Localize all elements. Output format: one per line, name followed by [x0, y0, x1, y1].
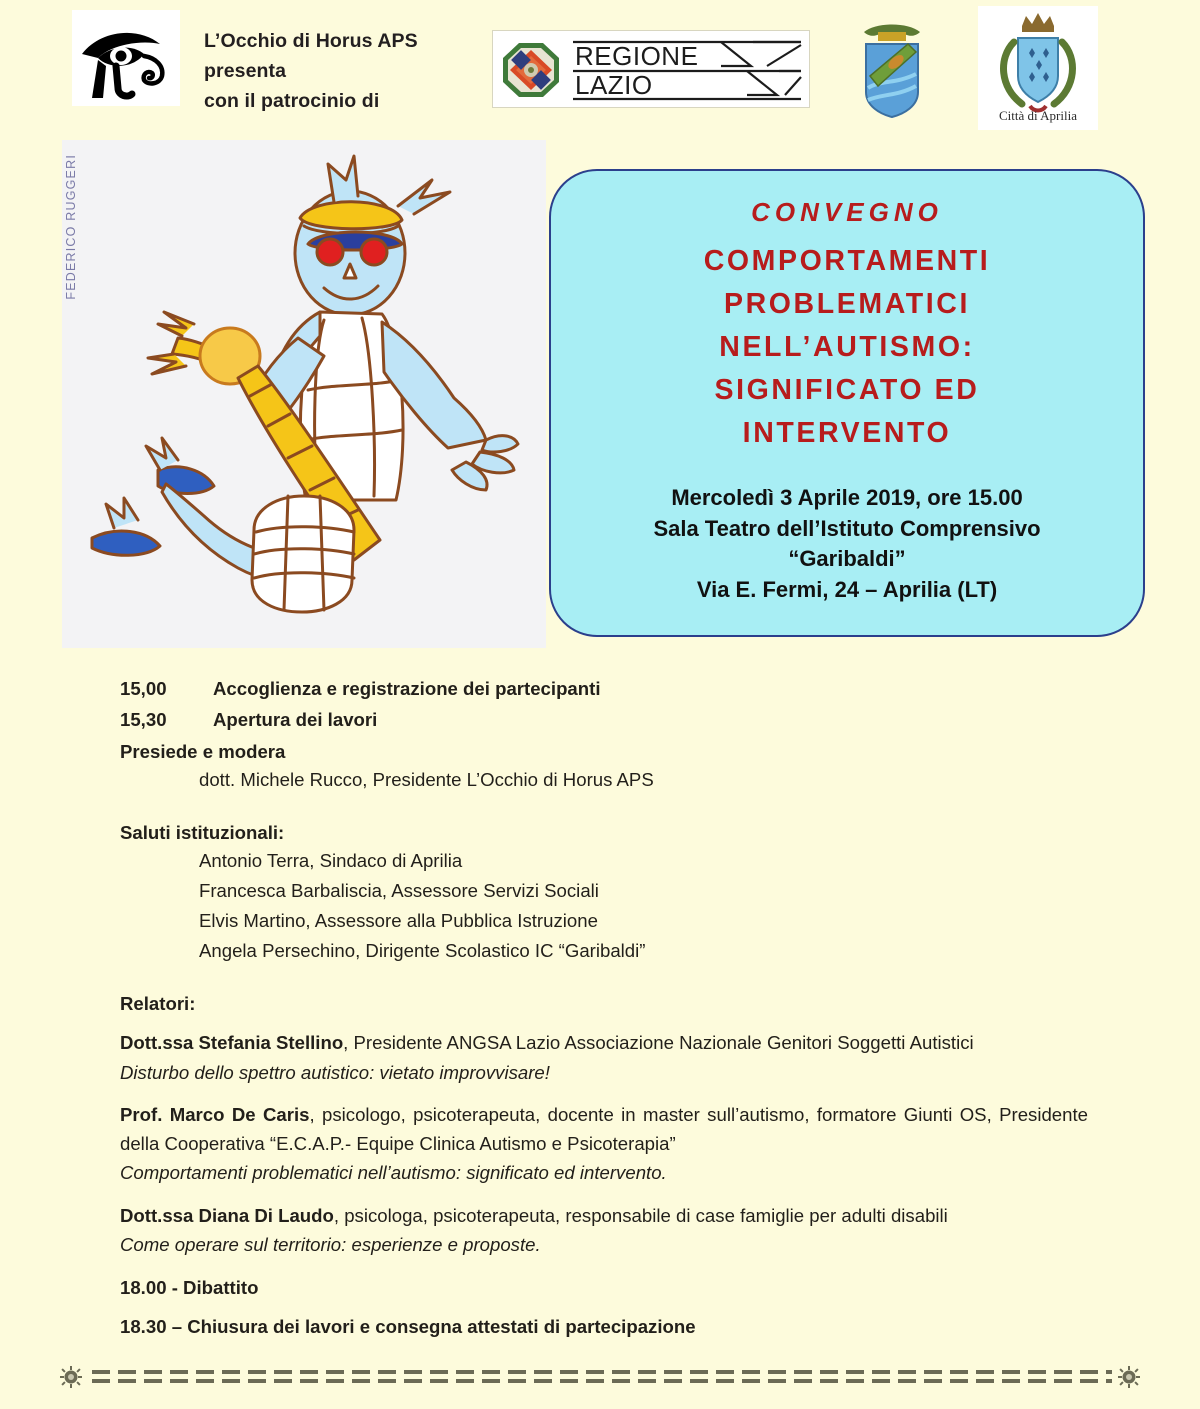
speaker-name: Dott.ssa Diana Di Laudo [120, 1204, 334, 1226]
greeting-item: Elvis Martino, Assessore alla Pubblica Istruzione [199, 910, 598, 931]
event-title [551, 240, 1143, 455]
speaker-name: Dott.ssa Stefania Stellino [120, 1032, 344, 1053]
rosette-ornament-icon [60, 1366, 82, 1388]
organizer-text [204, 26, 418, 116]
speaker-entry [120, 1029, 1088, 1058]
organizer-line-1: L’Occhio di Horus APS [204, 30, 418, 52]
event-title-line-1: COMPORTAMENTI [703, 245, 991, 277]
schedule-row [120, 709, 1088, 731]
speaker-name: Prof. Marco De Caris [120, 1104, 310, 1125]
greeting-item: Francesca Barbaliscia, Assessore Servizi Sociali [199, 880, 599, 901]
greeting-item: Angela Persechino, Dirigente Scolastico IC “Garibaldi” [199, 940, 646, 961]
event-kicker: CONVEGNO [751, 197, 943, 227]
event-title-line-2: PROBLEMATICI [724, 288, 970, 320]
regione-lazio-wordmark [571, 37, 803, 103]
closing-line: 18.00 - Dibattito [120, 1276, 259, 1298]
rosette-ornament-icon [1118, 1366, 1140, 1388]
footer-ornament [0, 1362, 1200, 1402]
regione-lazio-logo [492, 30, 810, 108]
speaker-talk-title: Come operare sul territorio: esperienze e proposte. [120, 1234, 541, 1255]
event-datetime: Mercoledì 3 Aprile 2019, ore 15.00 [671, 485, 1023, 510]
schedule-text: Apertura dei lavori [213, 709, 378, 730]
artist-signature: FEDERICO RUGGERI [64, 154, 78, 300]
greeting-item: Antonio Terra, Sindaco di Aprilia [199, 850, 463, 871]
schedule-row [120, 678, 1088, 700]
speaker-talk-title: Disturbo dello spettro autistico: vietato improvvisare! [120, 1061, 550, 1083]
schedule-time: 15,00 [120, 678, 167, 699]
closing-line: 18.30 – Chiusura dei lavori e consegna attestati di partecipazione [120, 1315, 696, 1337]
speaker-entry [120, 1101, 1088, 1158]
speakers-heading: Relatori: [120, 993, 196, 1014]
speaker-role: , psicologo, psicoterapeuta, docente in master sull’autismo, formatore Giunti OS, Presidente della Cooperativa “E.C.A.P.- Equipe Clinica Autismo e Psicoterapia” [120, 1104, 1088, 1154]
spacer [120, 796, 1088, 812]
lazio-word: LAZIO [575, 70, 653, 100]
organizer-line-2: presenta [204, 60, 287, 82]
chair-heading: Presiede e modera [120, 741, 286, 762]
program-section [120, 678, 1088, 1338]
event-venue: Sala Teatro dell’Istituto Comprensivo [653, 515, 1041, 541]
city-crest-caption: Città di Aprilia [999, 108, 1077, 123]
event-details [551, 483, 1143, 605]
regione-word: REGIONE [575, 41, 699, 71]
event-title-line-3: NELL’AUTISMO: [719, 331, 975, 363]
eye-of-horus-logo [72, 10, 180, 106]
event-title-line-5: INTERVENTO [742, 417, 952, 449]
event-title-line-4: SIGNIFICATO ED [714, 374, 980, 406]
spacer [120, 967, 1088, 983]
chair-name: dott. Michele Rucco, Presidente L’Occhio di Horus APS [199, 769, 654, 790]
event-address: Via E. Fermi, 24 – Aprilia (LT) [696, 576, 998, 602]
speaker-role: , psicologa, psicoterapeuta, responsabile di case famiglie per adulti disabili [333, 1204, 948, 1226]
event-title-card [549, 169, 1145, 637]
schedule-text: Accoglienza e registrazione dei partecipanti [213, 678, 601, 699]
speaker-talk-title: Comportamenti problematici nell’autismo: significato ed intervento. [120, 1162, 667, 1183]
event-venue-name: “Garibaldi” [788, 546, 906, 571]
greetings-heading: Saluti istituzionali: [120, 822, 285, 843]
schedule-time: 15,30 [120, 709, 167, 730]
speaker-entry [120, 1202, 1088, 1231]
poster-header [0, 0, 1200, 138]
regione-lazio-emblem-icon [501, 41, 561, 99]
province-crest-icon [856, 14, 928, 120]
speaker-role: , Presidente ANGSA Lazio Associazione Nazionale Genitori Soggetti Autistici [343, 1032, 974, 1053]
child-drawing-artwork [62, 140, 546, 648]
organizer-line-3: con il patrocinio di [204, 90, 380, 112]
dashed-divider [92, 1369, 1112, 1385]
